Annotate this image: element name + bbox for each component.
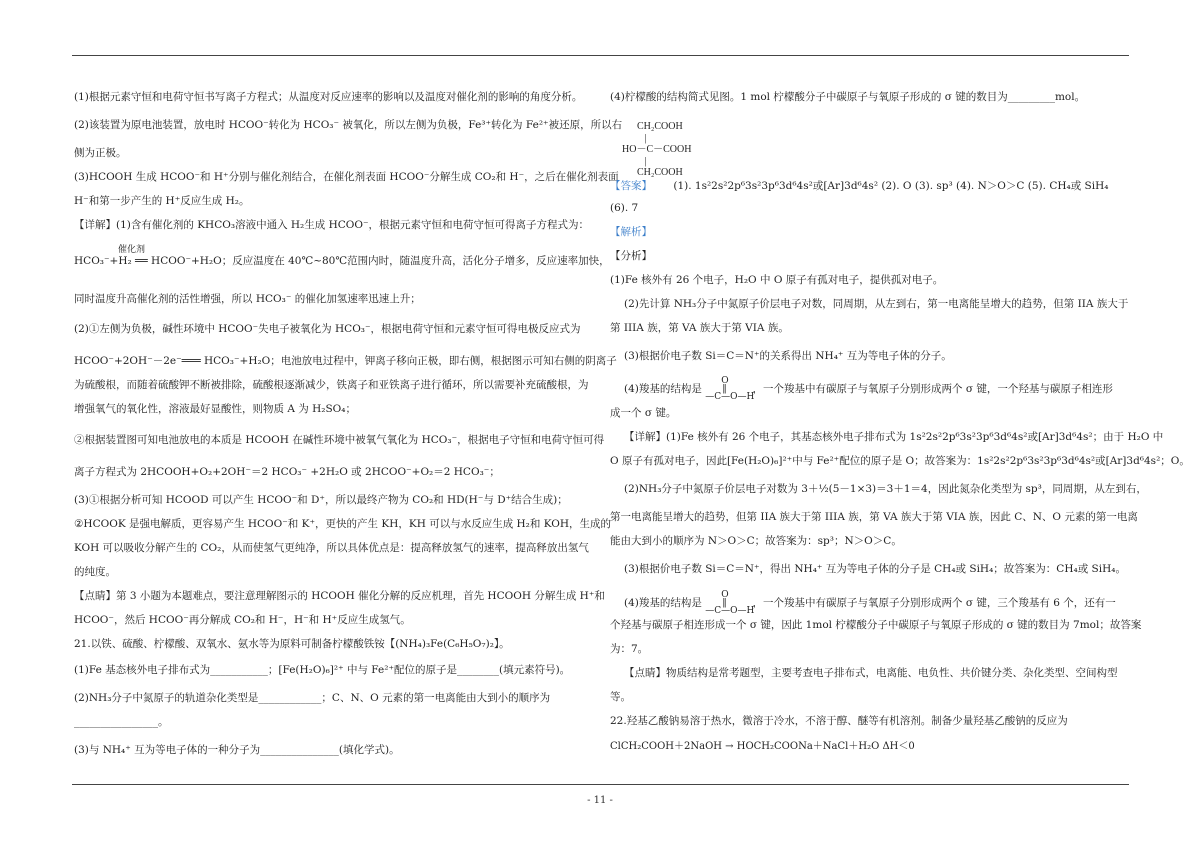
text-line: 【点睛】第 3 小题为本题难点，要注意理解图示的 HCOOH 催化分解的反应机理，首先 HCOOH 分解生成 H⁺和 xyxy=(74,590,605,602)
top-rule xyxy=(72,55,1129,56)
text-line: (2)先计算 NH₃分子中氮原子价层电子对数，同周期，从左到右，第一电离能呈增大的趋势，但第 IIA 族大于 xyxy=(624,298,1129,310)
text-line: (3)根据价电子数 Si＝C＝N⁺，得出 NH₄⁺ 互为等电子体的分子是 CH₄或 SiH₄；故答案为：CH₄或 SiH₄。 xyxy=(624,563,1126,575)
text-line: (1)根据元素守恒和电荷守恒书写离子方程式；从温度对反应速率的影响以及温度对催化剂的影响的角度分析。 xyxy=(74,91,583,103)
text-line: (4)羧基的结构是 O ‖ —C—O—H ，一个羧基中有碳原子与氧原子分别形成两个 σ 键，一个羟基与碳原子相连形 xyxy=(624,376,1113,402)
question-21-4: (4)柠檬酸的结构简式见图。1 mol 柠檬酸分子中碳原子与氧原子形成的 σ 键的数目为_________mol。 xyxy=(610,91,1086,103)
text-line: 第 IIIA 族，第 VA 族大于第 VIA 族。 xyxy=(610,322,789,334)
text-line: (2)NH₃分子中氮原子价层电子对数为 3＋½(5－1×3)＝3＋1＝4，因此氮杂化类型为 sp³，同周期，从左到右， xyxy=(624,483,1147,495)
blank-line: ________________。 xyxy=(74,716,169,728)
text-line: H⁻和第一步产生的 H⁺反应生成 H₂。 xyxy=(74,195,250,207)
text-line: 增强氧气的氧化性，溶液最好显酸性，则物质 A 为 H₂SO₄； xyxy=(74,403,356,415)
text-line: KOH 可以吸收分解产生的 CO₂，从而使氢气更纯净，所以具体优点是：提高释放氢气的速率，提高释放出氢气 xyxy=(74,542,589,554)
question-21: 21.以铁、硫酸、柠檬酸、双氧水、氨水等为原料可制备柠檬酸铁铵【(NH₄)₃Fe(C₆H₅O₇)₂】。 xyxy=(74,638,510,650)
catalyst-label: 催化剂 xyxy=(118,245,146,255)
text-line: 【详解】(1)含有催化剂的 KHCO₃溶液中通入 H₂生成 HCOO⁻，根据元素守恒和电荷守恒可得离子方程式为： xyxy=(74,219,590,231)
text-line: 成一个 σ 键。 xyxy=(610,407,677,419)
carboxyl-structure: O ‖ —C—O—H xyxy=(705,590,755,616)
text-line: HCOO⁻，然后 HCOO⁻再分解成 CO₂和 H⁻，H⁻和 H⁺反应生成氢气。 xyxy=(74,614,411,626)
text-line: (2)①左侧为负极，碱性环境中 HCOO⁻失电子被氧化为 HCO₃⁻，根据电荷守恒和元素守恒可得电极反应式为 xyxy=(74,323,581,335)
text-line: (3)根据价电子数 Si＝C＝N⁺的关系得出 NH₄⁺ 互为等电子体的分子。 xyxy=(624,350,952,362)
text-line: (2)该装置为原电池装置，放电时 HCOO⁻转化为 HCO₃⁻ 被氧化，所以左侧为负极，Fe³⁺转化为 Fe²⁺被还原，所以右 xyxy=(74,119,623,131)
text-line: 个羟基与碳原子相连形成一个 σ 键，因此 1mol 柠檬酸分子中碳原子与氧原子形成的 σ 键的数目为 7mol；故答案 xyxy=(610,619,1142,631)
text-line: 为：7。 xyxy=(610,643,649,655)
text-line: 【点睛】物质结构是常考题型，主要考查电子排布式，电离能、电负性、共价键分类、杂化类型、空间构型 xyxy=(624,667,1118,679)
text-line: 的纯度。 xyxy=(74,566,116,578)
question-21-3: (3)与 NH₄⁺ 互为等电子体的一种分子为_______________(填化学式)。 xyxy=(74,744,400,756)
analysis-heading: 【分析】 xyxy=(610,250,652,262)
page-number: - 11 - xyxy=(587,795,613,806)
answer-text: (1). 1s²2s²2p⁶3s²3p⁶3d⁶4s²或[Ar]3d⁶4s² (2). O (3). sp³ (4). N＞O＞C (5). CH₄或 SiH₄ xyxy=(673,180,1109,192)
text-line: 能由大到小的顺序为 N＞O＞C；故答案为：sp³；N＞O＞C。 xyxy=(610,535,902,547)
citric-acid-structure: CH₂COOH | HO－C－COOH | CH₂COOH xyxy=(622,121,692,178)
text-line: (3)①根据分析可知 HCOOD 可以产生 HCOO⁻和 D⁺，所以最终产物为 CO₂和 HD(H⁻与 D⁺结合生成)； xyxy=(74,494,568,506)
question-21-1: (1)Fe 基态核外电子排布式为___________；[Fe(H₂O)₆]²⁺ 中与 Fe²⁺配位的原子是________(填元素符号)。 xyxy=(74,664,571,676)
text-line: (4)羧基的结构是 O ‖ —C—O—H ，一个羧基中有碳原子与氧原子分别形成两个 σ 键，三个羧基有 6 个，还有一 xyxy=(624,590,1116,616)
bottom-rule xyxy=(72,784,1129,785)
analysis-tag: 【解析】 xyxy=(610,226,652,238)
text-line: ②根据装置图可知电池放电的本质是 HCOOH 在碱性环境中被氧气氧化为 HCO₃⁻，根据电子守恒和电荷守恒可得 xyxy=(74,434,605,446)
text-line: (3)HCOOH 生成 HCOO⁻和 H⁺分别与催化剂结合，在催化剂表面 HCOO⁻分解生成 CO₂和 H⁻，之后在催化剂表面 xyxy=(74,171,619,183)
text-line: 离子方程式为 2HCOOH+O₂+2OH⁻＝2 HCO₃⁻ +2H₂O 或 2HCOO⁻+O₂＝2 HCO₃⁻； xyxy=(74,466,500,478)
text-line: ②HCOOK 是强电解质，更容易产生 HCOO⁻和 K⁺，更快的产生 KH，KH 可以与水反应生成 H₂和 KOH，生成的 xyxy=(74,518,612,530)
text-line: (1)Fe 核外有 26 个电子，H₂O 中 O 原子有孤对电子，提供孤对电子。 xyxy=(610,274,944,286)
text-line: 等。 xyxy=(610,691,631,703)
text-line: 为硫酸根，而随着硫酸钾不断被排除，硫酸根逐渐减少，铁离子和亚铁离子进行循环，所以需要补充硫酸根，为 xyxy=(74,379,589,391)
text-line: HCOO⁻+2OH⁻－2e⁻═══ HCO₃⁻+H₂O；电池放电过程中，钾离子移向正极，即右侧，根据图示可知右侧的阴离子 xyxy=(74,355,617,367)
answer-text: (6). 7 xyxy=(610,202,639,214)
text-line: O 原子有孤对电子，因此[Fe(H₂O)₆]²⁺中与 Fe²⁺配位的原子是 O；故答案为：1s²2s²2p⁶3s²3p⁶3d⁶4s²或[Ar]3d⁶4s²；O。 xyxy=(610,455,1190,467)
question-21-2: (2)NH₃分子中氮原子的轨道杂化类型是____________；C、N、O 元素的第一电离能由大到小的顺序为 xyxy=(74,692,551,704)
question-22: 22.羟基乙酸钠易溶于热水，微溶于冷水，不溶于醇、醚等有机溶剂。制备少量羟基乙酸钠的反应为 xyxy=(610,715,1068,727)
carboxyl-structure: O ‖ —C—O—H xyxy=(705,376,755,402)
reaction-equation: ClCH₂COOH＋2NaOH → HOCH₂COONa＋NaCl＋H₂O ΔH＜0 xyxy=(610,741,915,752)
text-line: 同时温度升高催化剂的活性增强，所以 HCO₃⁻ 的催化加氢速率迅速上升； xyxy=(74,293,421,305)
text-line: 第一电离能呈增大的趋势，但第 IIA 族大于第 IIIA 族，第 VA 族大于第 VIA 族，因此 C、N、O 元素的第一电离 xyxy=(610,511,1138,523)
text-line: HCO₃⁻+H₂ ══ HCOO⁻+H₂O；反应温度在 40℃~80℃范围内时，随温度升高，活化分子增多，反应速率加快， xyxy=(74,255,610,267)
text-line: 侧为正极。 xyxy=(74,147,127,159)
text-line: 【详解】(1)Fe 核外有 26 个电子，其基态核外电子排布式为 1s²2s²2p⁶3s²3p⁶3d⁶4s²或[Ar]3d⁶4s²；由于 H₂O 中 xyxy=(624,431,1164,443)
answer-tag: 【答案】 xyxy=(610,180,652,192)
